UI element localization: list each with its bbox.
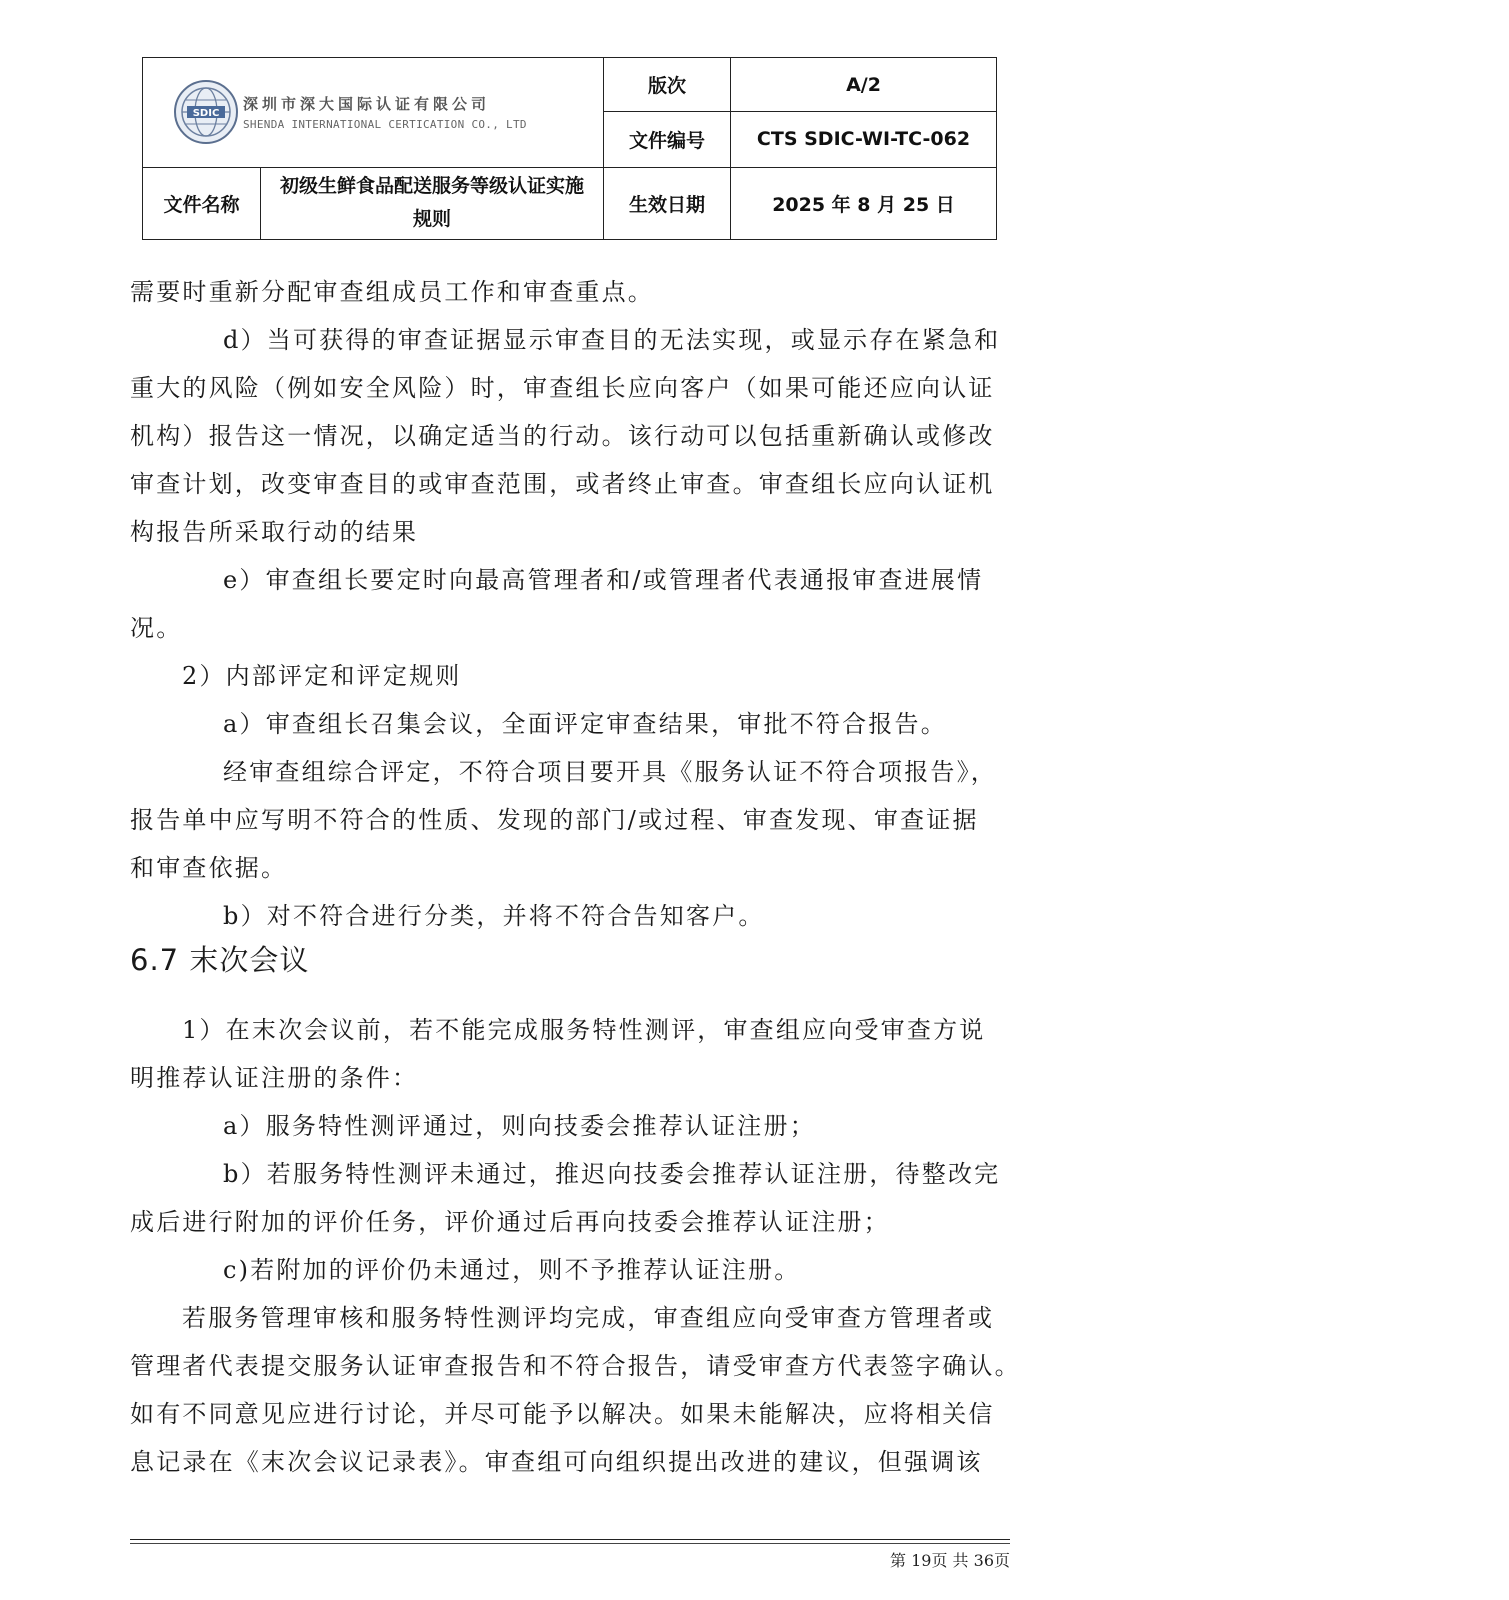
document-name-value [261, 168, 604, 239]
version-value: A/2 [731, 58, 997, 112]
body-line: 1）在末次会议前，若不能完成服务特性测评，审查组应向受审查方说 [182, 1016, 986, 1044]
footer-divider [130, 1543, 1010, 1544]
body-line: 明推荐认证注册的条件： [130, 1064, 419, 1092]
body-line: 成后进行附加的评价任务，评价通过后再向技委会推荐认证注册； [130, 1208, 890, 1236]
body-line: 2）内部评定和评定规则 [182, 662, 462, 690]
effective-date-value: 2025 年 8 月 25 日 [731, 167, 997, 239]
document-name-line-1: 初级生鲜食品配送服务等级认证实施 [279, 175, 584, 198]
body-line: 重大的风险（例如安全风险）时，审查组长应向客户（如果可能还应向认证 [130, 374, 995, 402]
body-line: c)若附加的评价仍未通过，则不予推荐认证注册。 [223, 1256, 801, 1284]
body-line: 管理者代表提交服务认证审查报告和不符合报告，请受审查方代表签字确认。 [130, 1352, 1021, 1380]
effective-date-label: 生效日期 [604, 167, 731, 239]
body-line: a）服务特性测评通过，则向技委会推荐认证注册； [223, 1112, 816, 1140]
body-line: 如有不同意见应进行讨论，并尽可能予以解决。如果未能解决，应将相关信 [130, 1400, 995, 1428]
body-line: a）审查组长召集会议，全面评定审查结果，审批不符合报告。 [223, 710, 947, 738]
document-name-line-2: 规则 [412, 208, 451, 231]
company-name-en: SHENDA INTERNATIONAL CERTICATION CO., LTD [243, 118, 527, 132]
body-line: 审查计划，改变审查目的或审查范围，或者终止审查。审查组长应向认证机 [130, 470, 995, 498]
document-number-label: 文件编号 [604, 112, 731, 167]
body-line: 况。 [130, 614, 183, 642]
svg-text:SDIC: SDIC [192, 108, 220, 120]
body-line: b）若服务特性测评未通过，推迟向技委会推荐认证注册，待整改完 [223, 1160, 1001, 1188]
body-line: d）当可获得的审查证据显示审查目的无法实现，或显示存在紧急和 [223, 326, 1001, 354]
body-line: 和审查依据。 [130, 854, 288, 882]
body-line: e）审查组长要定时向最高管理者和/或管理者代表通报审查进展情 [223, 566, 984, 594]
version-label: 版次 [604, 58, 731, 112]
company-logo-cell [143, 58, 604, 168]
document-name-label: 文件名称 [143, 168, 261, 239]
body-line: 构报告所采取行动的结果 [130, 518, 419, 546]
body-line: 息记录在《末次会议记录表》。审查组可向组织提出改进的建议，但强调该 [130, 1448, 983, 1476]
body-line: b）对不符合进行分类，并将不符合告知客户。 [223, 902, 765, 930]
body-line: 经审查组综合评定，不符合项目要开具《服务认证不符合项报告》， [223, 758, 997, 786]
body-line: 若服务管理审核和服务特性测评均完成，审查组应向受审查方管理者或 [182, 1304, 995, 1332]
company-name-cn: 深圳市深大国际认证有限公司 [243, 95, 491, 114]
footer-divider [130, 1539, 1010, 1540]
document-body [130, 268, 1030, 1486]
section-heading: 6.7 末次会议 [130, 943, 310, 977]
body-line: 需要时重新分配审查组成员工作和审查重点。 [130, 278, 654, 306]
page-number: 第 19页 共 36页 [890, 1551, 1010, 1570]
body-line: 机构）报告这一情况，以确定适当的行动。该行动可以包括重新确认或修改 [130, 422, 995, 450]
document-header-table [142, 57, 997, 240]
company-logo-icon [173, 79, 239, 145]
document-number-value: CTS SDIC-WI-TC-062 [731, 112, 997, 167]
body-line: 报告单中应写明不符合的性质、发现的部门/或过程、审查发现、审查证据 [130, 806, 979, 834]
